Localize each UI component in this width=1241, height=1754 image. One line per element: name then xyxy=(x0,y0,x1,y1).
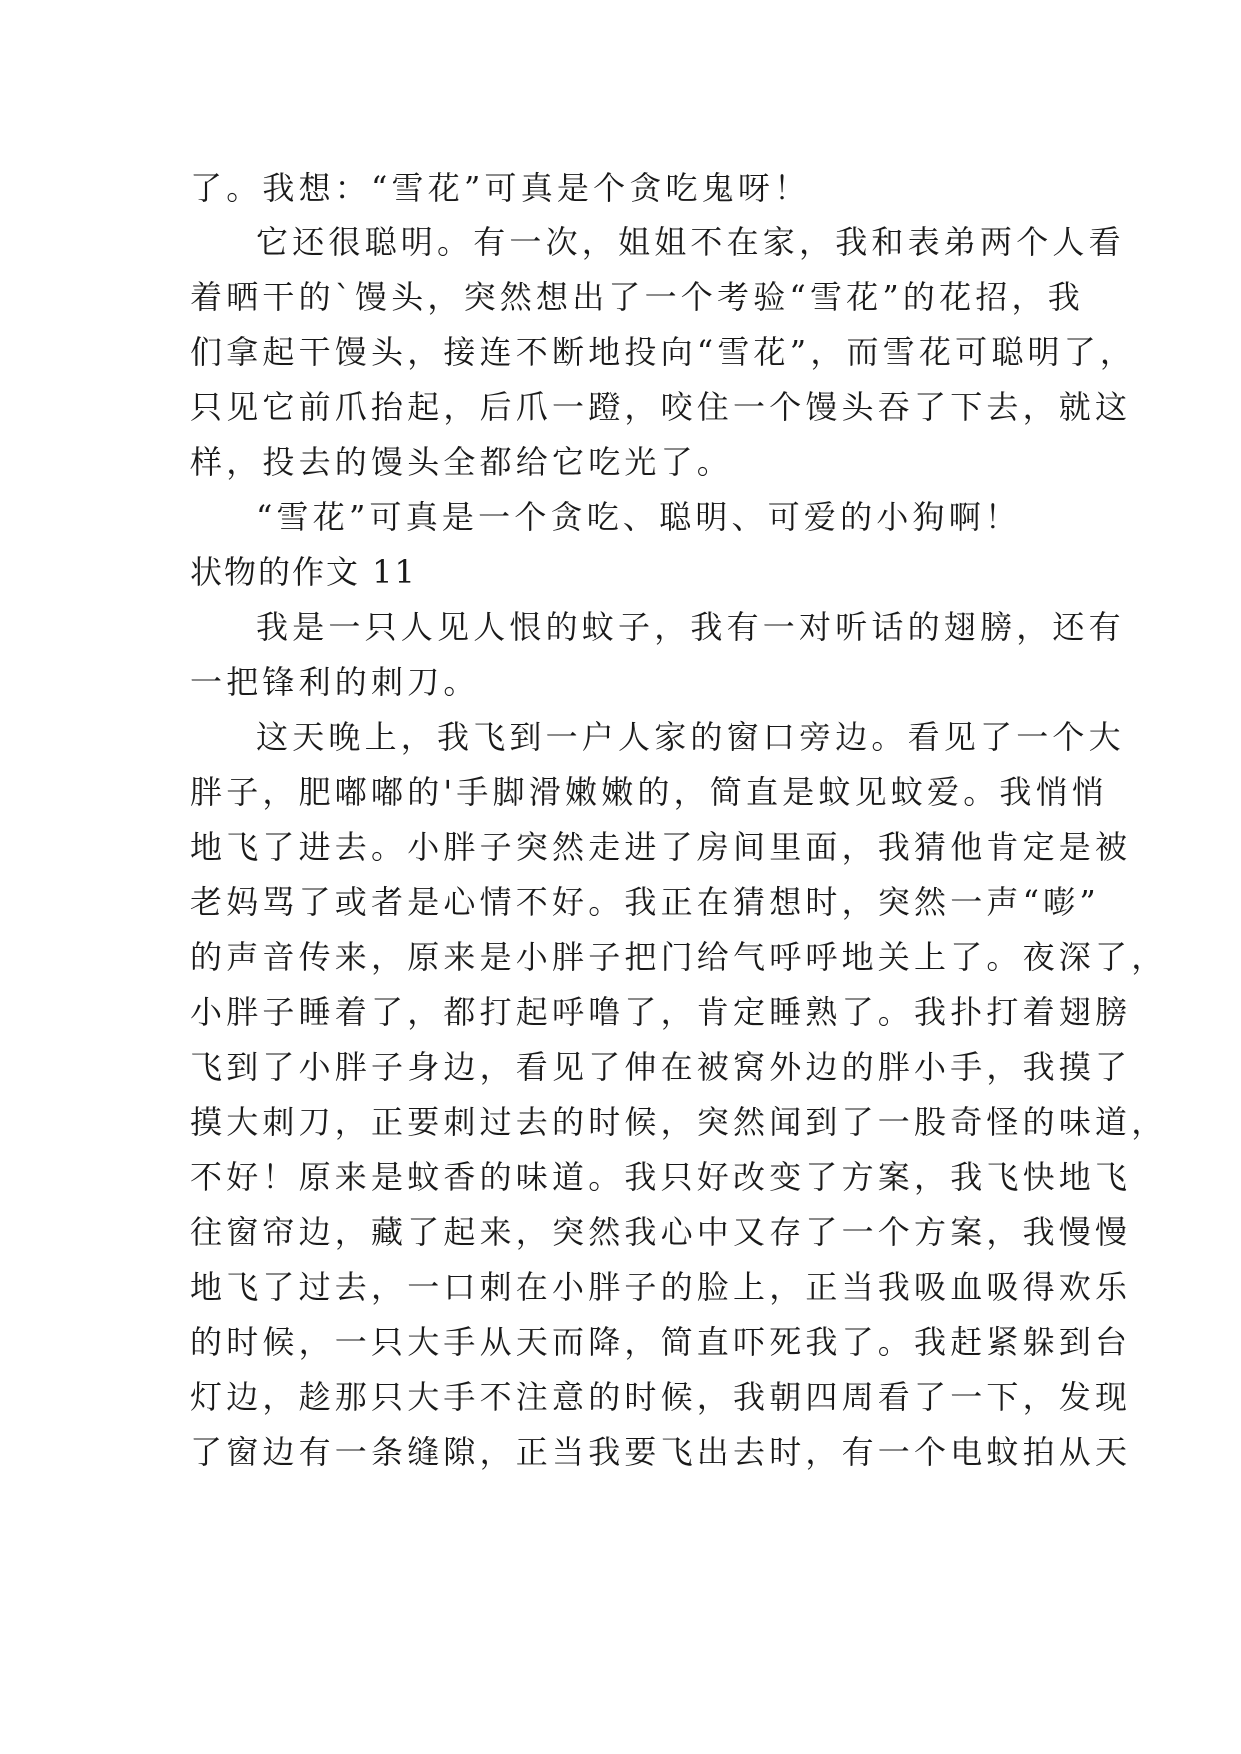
paragraph-start: 它还很聪明。有一次，姐姐不在家，我和表弟两个人看 xyxy=(256,223,1125,261)
text-line: 只见它前爪抬起，后爪一蹬，咬住一个馒头吞了下去，就这 xyxy=(190,388,1132,426)
text-line: 地飞了过去，一口刺在小胖子的脸上，正当我吸血吸得欢乐 xyxy=(190,1268,1132,1306)
text-line: 灯边，趁那只大手不注意的时候，我朝四周看了一下，发现 xyxy=(190,1378,1132,1416)
text-line: 一把锋利的刺刀。 xyxy=(190,663,480,701)
text-line: 往窗帘边，藏了起来，突然我心中又存了一个方案，我慢慢 xyxy=(190,1213,1132,1251)
text-line: 飞到了小胖子身边，看见了伸在被窝外边的胖小手，我摸了 xyxy=(190,1048,1132,1086)
text-line: 着晒干的`馒头，突然想出了一个考验“雪花”的花招，我 xyxy=(190,278,1084,316)
paragraph-start: 我是一只人见人恨的蚊子，我有一对听话的翅膀，还有 xyxy=(256,608,1125,646)
text-line: 的声音传来，原来是小胖子把门给气呼呼地关上了。夜深了， xyxy=(190,938,1168,976)
text-line: 胖子，肥嘟嘟的'手脚滑嫩嫩的，简直是蚊见蚊爱。我悄悄 xyxy=(190,773,1108,811)
text-line: 不好！原来是蚊香的味道。我只好改变了方案，我飞快地飞 xyxy=(190,1158,1132,1196)
text-line: 了。我想：“雪花”可真是个贪吃鬼呀！ xyxy=(190,169,811,207)
text-line: 们拿起干馒头，接连不断地投向“雪花”，而雪花可聪明了， xyxy=(190,333,1137,371)
text-line: 了窗边有一条缝隙，正当我要飞出去时，有一个电蚊拍从天 xyxy=(190,1433,1132,1471)
text-line: 摸大刺刀，正要刺过去的时候，突然闻到了一股奇怪的味道， xyxy=(190,1103,1168,1141)
paragraph-start: “雪花”可真是一个贪吃、聪明、可爱的小狗啊！ xyxy=(256,498,1022,536)
text-line: 小胖子睡着了，都打起呼噜了，肯定睡熟了。我扑打着翅膀 xyxy=(190,993,1132,1031)
section-heading: 状物的作文 11 xyxy=(190,553,417,591)
text-line: 的时候，一只大手从天而降，简直吓死我了。我赶紧躲到台 xyxy=(190,1323,1132,1361)
text-line: 老妈骂了或者是心情不好。我正在猜想时，突然一声“嘭” xyxy=(190,883,1100,921)
text-line: 地飞了进去。小胖子突然走进了房间里面，我猜他肯定是被 xyxy=(190,828,1132,866)
text-line: 样，投去的馒头全都给它吃光了。 xyxy=(190,443,734,481)
paragraph-start: 这天晚上，我飞到一户人家的窗口旁边。看见了一个大 xyxy=(256,718,1125,756)
